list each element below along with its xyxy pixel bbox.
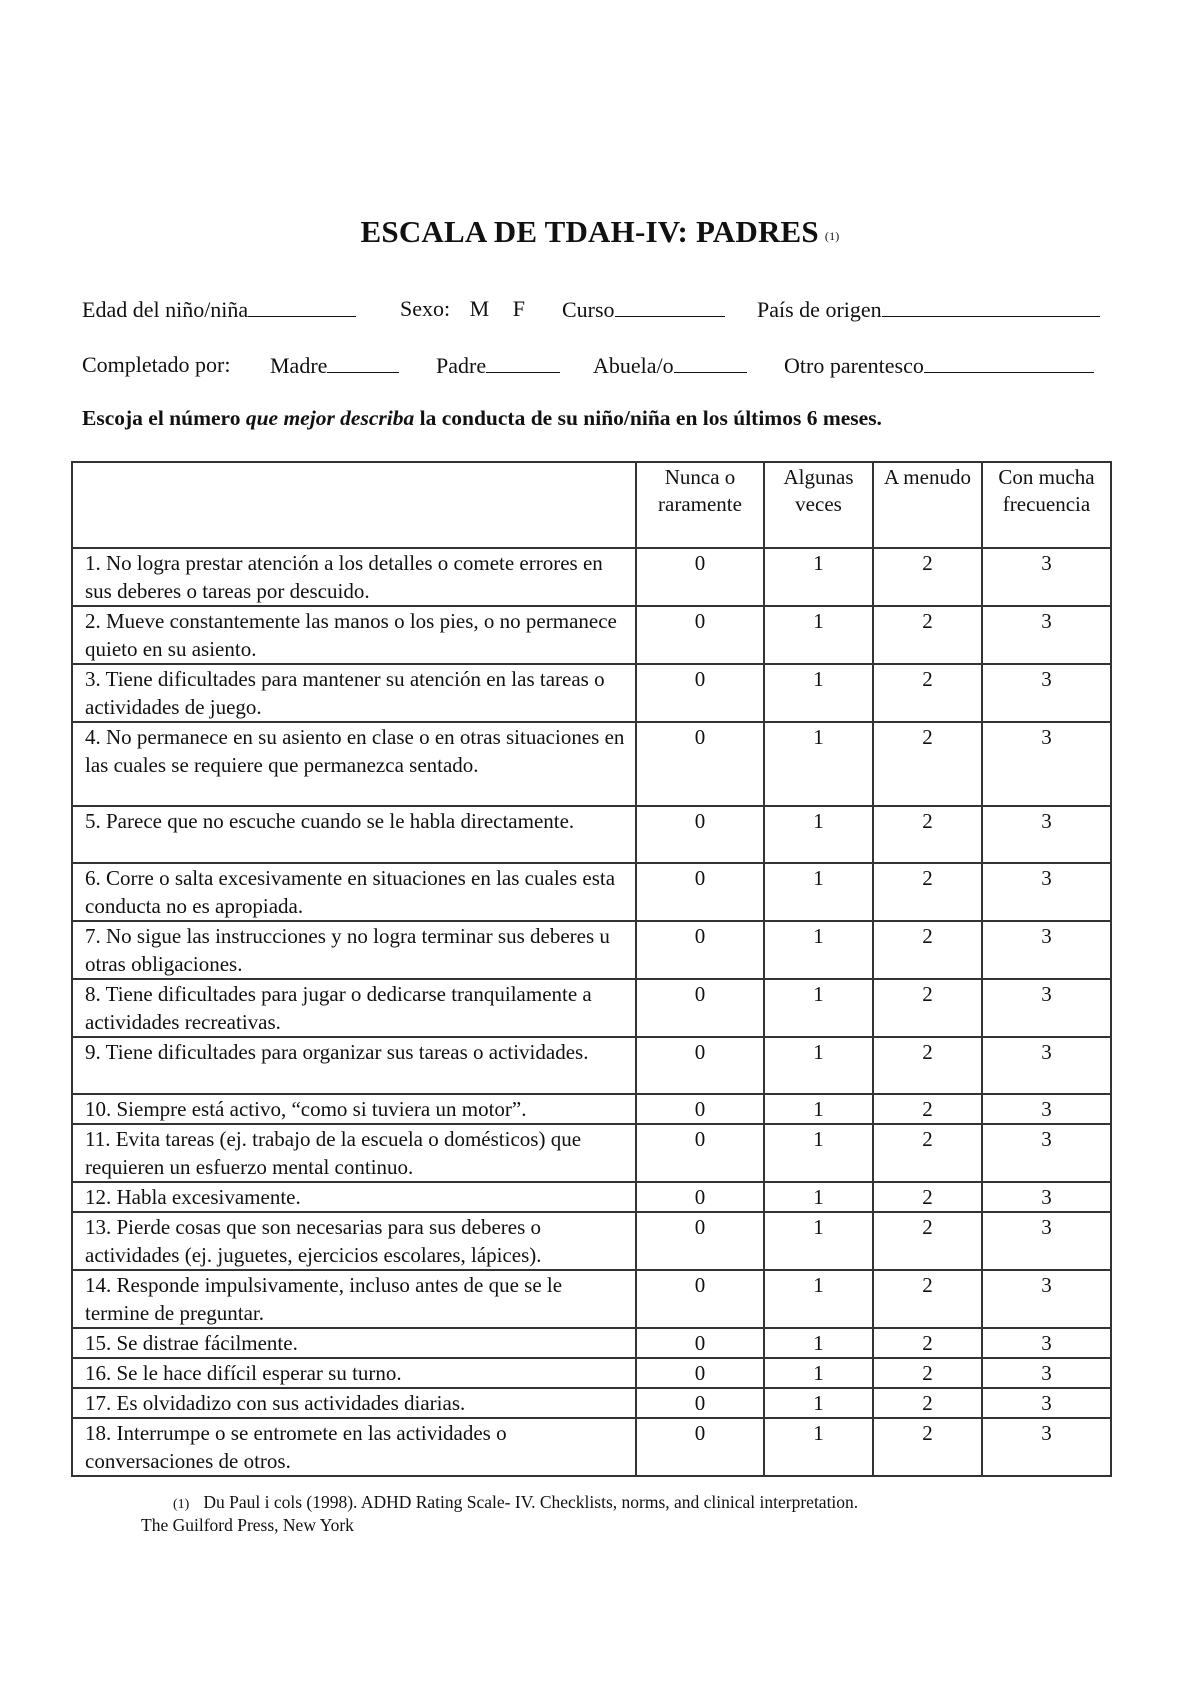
score-option-3[interactable]: 3 [982,1124,1111,1182]
other-relation-group [784,352,1094,379]
score-option-0[interactable]: 0 [636,1037,764,1094]
other-relation-field[interactable] [924,352,1094,373]
score-option-3[interactable]: 3 [982,606,1111,664]
other-relation-label: Otro parentesco [784,353,924,378]
item-text: 17. Es olvidadizo con sus actividades diarias. [72,1388,636,1418]
instructions-part-1: Escoja el número [82,406,241,430]
score-option-2[interactable]: 2 [873,606,982,664]
footnote-publisher: The Guilford Press, New York [141,1515,354,1535]
table-row [72,1328,1111,1358]
father-group [436,352,560,379]
score-option-0[interactable]: 0 [636,664,764,722]
score-option-3[interactable]: 3 [982,1328,1111,1358]
sex-label: Sexo: [400,296,451,321]
completed-by-label [82,352,230,378]
score-option-1[interactable]: 1 [764,863,873,921]
score-option-0[interactable]: 0 [636,1124,764,1182]
form-line-1 [82,296,356,323]
score-option-1[interactable]: 1 [764,1124,873,1182]
score-option-2[interactable]: 2 [873,863,982,921]
score-option-1[interactable]: 1 [764,1212,873,1270]
score-option-2[interactable]: 2 [873,1182,982,1212]
grandparent-field[interactable] [674,352,747,373]
instructions [82,406,882,431]
score-option-2[interactable]: 2 [873,1358,982,1388]
instructions-part-3: la conducta de su niño/niña en los últimos 6 meses. [419,406,882,430]
score-option-2[interactable]: 2 [873,921,982,979]
footnote-line-2 [141,1515,354,1536]
score-option-0[interactable]: 0 [636,1270,764,1328]
table-row [72,1358,1111,1388]
age-field[interactable] [248,296,356,317]
score-option-3[interactable]: 3 [982,1212,1111,1270]
score-option-2[interactable]: 2 [873,722,982,806]
table-row [72,806,1111,863]
item-text: 7. No sigue las instrucciones y no logra terminar sus deberes u otras obligaciones. [72,921,636,979]
score-option-0[interactable]: 0 [636,1182,764,1212]
score-option-0[interactable]: 0 [636,1328,764,1358]
table-row [72,1037,1111,1094]
header-very-often: Con mucha frecuencia [982,462,1111,548]
score-option-3[interactable]: 3 [982,1358,1111,1388]
score-option-0[interactable]: 0 [636,1094,764,1124]
score-option-1[interactable]: 1 [764,806,873,863]
header-never: Nunca o raramente [636,462,764,548]
rating-table [71,461,1112,1477]
mother-field[interactable] [327,352,399,373]
score-option-3[interactable]: 3 [982,548,1111,606]
table-row [72,1124,1111,1182]
table-row [72,664,1111,722]
score-option-2[interactable]: 2 [873,1124,982,1182]
footnote-mark: (1) [173,1497,190,1512]
item-text: 8. Tiene dificultades para jugar o dedicarse tranquilamente a actividades recreativas. [72,979,636,1037]
item-text: 6. Corre o salta excesivamente en situaciones en las cuales esta conducta no es apropiada. [72,863,636,921]
score-option-2[interactable]: 2 [873,1328,982,1358]
score-option-1[interactable]: 1 [764,979,873,1037]
table-header-row [72,462,1111,548]
title-text: ESCALA DE TDAH-IV: PADRES [360,214,819,249]
score-option-0[interactable]: 0 [636,863,764,921]
score-option-3[interactable]: 3 [982,806,1111,863]
score-option-2[interactable]: 2 [873,1037,982,1094]
item-text: 13. Pierde cosas que son necesarias para sus deberes o actividades (ej. juguetes, ejercicios escolares, lápices). [72,1212,636,1270]
sex-option-m[interactable]: M [469,296,490,321]
sex-option-f[interactable]: F [512,296,525,321]
country-group [757,296,1100,323]
score-option-1[interactable]: 1 [764,548,873,606]
item-text: 12. Habla excesivamente. [72,1182,636,1212]
score-option-3[interactable]: 3 [982,664,1111,722]
score-option-2[interactable]: 2 [873,806,982,863]
score-option-2[interactable]: 2 [873,1094,982,1124]
table-row [72,921,1111,979]
score-option-1[interactable]: 1 [764,606,873,664]
score-option-0[interactable]: 0 [636,1212,764,1270]
score-option-2[interactable]: 2 [873,979,982,1037]
grandparent-label: Abuela/o [593,353,674,378]
father-field[interactable] [486,352,560,373]
title-footnote-mark: (1) [824,229,840,243]
age-label: Edad del niño/niña [82,297,249,322]
score-option-1[interactable]: 1 [764,1358,873,1388]
grade-label: Curso [562,297,615,322]
footnote-line-1 [173,1492,858,1513]
table-row [72,606,1111,664]
score-option-1[interactable]: 1 [764,664,873,722]
score-option-1[interactable]: 1 [764,1270,873,1328]
item-text: 11. Evita tareas (ej. trabajo de la escuela o domésticos) que requieren un esfuerzo mental continuo. [72,1124,636,1182]
country-field[interactable] [882,296,1100,317]
table-row [72,1182,1111,1212]
score-option-0[interactable]: 0 [636,1358,764,1388]
score-option-1[interactable]: 1 [764,722,873,806]
score-option-2[interactable]: 2 [873,1388,982,1418]
table-row [72,1094,1111,1124]
instructions-part-2: que mejor describa [245,406,415,430]
table-row [72,1212,1111,1270]
score-option-1[interactable]: 1 [764,1182,873,1212]
table-row [72,1388,1111,1418]
score-option-2[interactable]: 2 [873,1418,982,1476]
header-sometimes: Algunas veces [764,462,873,548]
item-text: 16. Se le hace difícil esperar su turno. [72,1358,636,1388]
score-option-2[interactable]: 2 [873,548,982,606]
score-option-3[interactable]: 3 [982,1388,1111,1418]
score-option-0[interactable]: 0 [636,722,764,806]
score-option-2[interactable]: 2 [873,1212,982,1270]
score-option-0[interactable]: 0 [636,606,764,664]
items-body [72,548,1111,1476]
grade-field[interactable] [615,296,725,317]
score-option-3[interactable]: 3 [982,1094,1111,1124]
table-row [72,1270,1111,1328]
page-title [0,214,1200,250]
item-text: 4. No permanece en su asiento en clase o en otras situaciones en las cuales se requiere que permanezca sentado. [72,722,636,806]
table-row [72,548,1111,606]
score-option-0[interactable]: 0 [636,1388,764,1418]
score-option-0[interactable]: 0 [636,806,764,863]
score-option-2[interactable]: 2 [873,664,982,722]
score-option-3[interactable]: 3 [982,1270,1111,1328]
score-option-3[interactable]: 3 [982,921,1111,979]
score-option-1[interactable]: 1 [764,1388,873,1418]
table-row [72,863,1111,921]
item-text: 3. Tiene dificultades para mantener su atención en las tareas o actividades de juego. [72,664,636,722]
score-option-1[interactable]: 1 [764,921,873,979]
table-row [72,979,1111,1037]
item-text: 10. Siempre está activo, “como si tuviera un motor”. [72,1094,636,1124]
score-option-3[interactable]: 3 [982,1037,1111,1094]
footnote-citation: Du Paul i cols (1998). ADHD Rating Scale- IV. Checklists, norms, and clinical interpretation. [203,1492,859,1512]
country-label: País de origen [757,297,882,322]
score-option-3[interactable]: 3 [982,722,1111,806]
item-text: 18. Interrumpe o se entromete en las actividades o conversaciones de otros. [72,1418,636,1476]
score-option-2[interactable]: 2 [873,1270,982,1328]
score-option-1[interactable]: 1 [764,1328,873,1358]
item-text: 1. No logra prestar atención a los detalles o comete errores en sus deberes o tareas por descuido. [72,548,636,606]
score-option-1[interactable]: 1 [764,1094,873,1124]
score-option-1[interactable]: 1 [764,1418,873,1476]
item-text: 15. Se distrae fácilmente. [72,1328,636,1358]
score-option-3[interactable]: 3 [982,979,1111,1037]
score-option-3[interactable]: 3 [982,1182,1111,1212]
score-option-3[interactable]: 3 [982,863,1111,921]
score-option-0[interactable]: 0 [636,548,764,606]
score-option-0[interactable]: 0 [636,1418,764,1476]
item-text: 2. Mueve constantemente las manos o los pies, o no permanece quieto en su asiento. [72,606,636,664]
table-row [72,1418,1111,1476]
sex-group [400,296,525,322]
father-label: Padre [436,353,487,378]
grade-group [562,296,725,323]
header-item-column [72,462,636,548]
completed-by-text: Completado por: [82,352,231,377]
item-text: 9. Tiene dificultades para organizar sus tareas o actividades. [72,1037,636,1094]
score-option-1[interactable]: 1 [764,1037,873,1094]
header-often: A menudo [873,462,982,548]
item-text: 14. Responde impulsivamente, incluso antes de que se le termine de preguntar. [72,1270,636,1328]
table-row [72,722,1111,806]
item-text: 5. Parece que no escuche cuando se le habla directamente. [72,806,636,863]
score-option-0[interactable]: 0 [636,979,764,1037]
mother-group [270,352,399,379]
mother-label: Madre [270,353,328,378]
score-option-0[interactable]: 0 [636,921,764,979]
grandparent-group [593,352,747,379]
score-option-3[interactable]: 3 [982,1418,1111,1476]
